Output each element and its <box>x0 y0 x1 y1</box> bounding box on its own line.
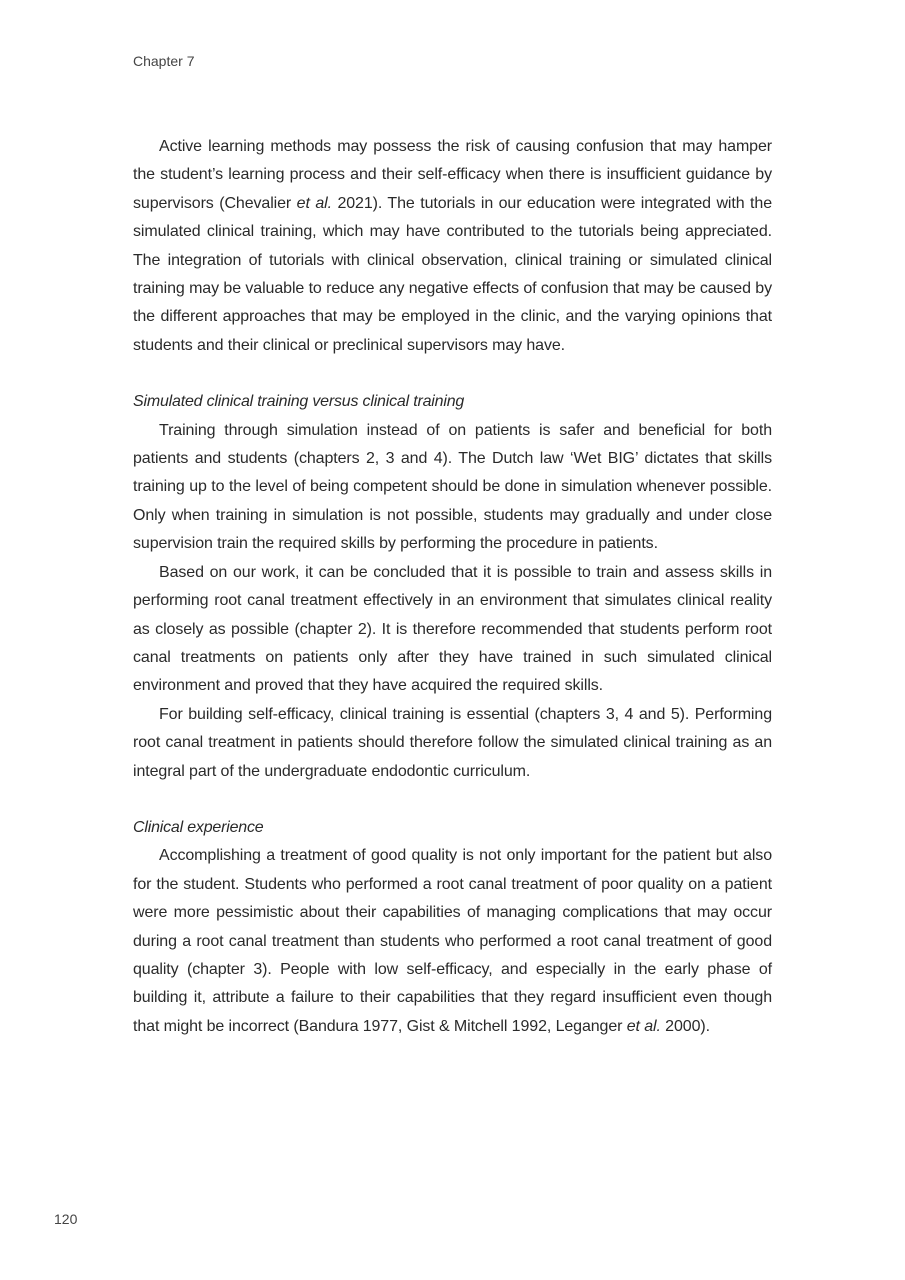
section-heading-simulated-training: Simulated clinical training versus clinical training <box>133 393 465 411</box>
paragraph-simulation-safety: Training through simulation instead of on patients is safer and beneficial for both patients and students (chapters 2, 3 and 4). The Dutch law ‘Wet BIG’ dictates that skills training up to the level of being competent should be done in simulation whenever possible. Only when training in simulation is not possible, students may gradually and under close supervision train the required skills by performing the procedure in patients. <box>133 421 772 553</box>
body-text <box>133 133 772 1041</box>
paragraph-treatment-quality: Accomplishing a treatment of good quality is not only important for the patient but also for the student. Students who performed a root canal treatment of poor quality on a patient were more pessimistic about their capabilities of managing complications that may occur during a root canal treatment than students who performed a root canal treatment of good quality (chapter 3). People with low self-efficacy, and especially in the early phase of building it, attribute a failure to their capabilities that they regard insufficient even though that might be incorrect (Bandura 1977, Gist & Mitchell 1992, Leganger et al. 2000). <box>133 847 772 1035</box>
paragraph-simulated-environment: Based on our work, it can be concluded that it is possible to train and assess skills in performing root canal treatment effectively in an environment that simulates clinical reality as closely as possible (chapter 2). It is therefore recommended that students perform root canal treatments on patients only after they have trained in such simulated clinical environment and proved that they have acquired the required skills. <box>133 563 772 695</box>
page-number: 120 <box>54 1211 78 1227</box>
paragraph-self-efficacy: For building self-efficacy, clinical training is essential (chapters 3, 4 and 5). Performing root canal treatment in patients should therefore follow the simulated clinical training as an integral part of the undergraduate endodontic curriculum. <box>133 705 772 780</box>
running-head: Chapter 7 <box>133 53 195 69</box>
section-heading-clinical-experience: Clinical experience <box>133 818 264 836</box>
paragraph-active-learning: Active learning methods may possess the risk of causing confusion that may hamper the student’s learning process and their self-efficacy when there is insufficient guidance by supervisors (Chevalier et al. 2021). The tutorials in our education were integrated with the simulated clinical training, which may have contributed to the tutorials being appreciated. The integration of tutorials with clinical observation, clinical training or simulated clinical training may be valuable to reduce any negative effects of confusion that may be caused by the different approaches that may be employed in the clinic, and the varying opinions that students and their clinical or preclinical supervisors may have. <box>133 138 772 354</box>
